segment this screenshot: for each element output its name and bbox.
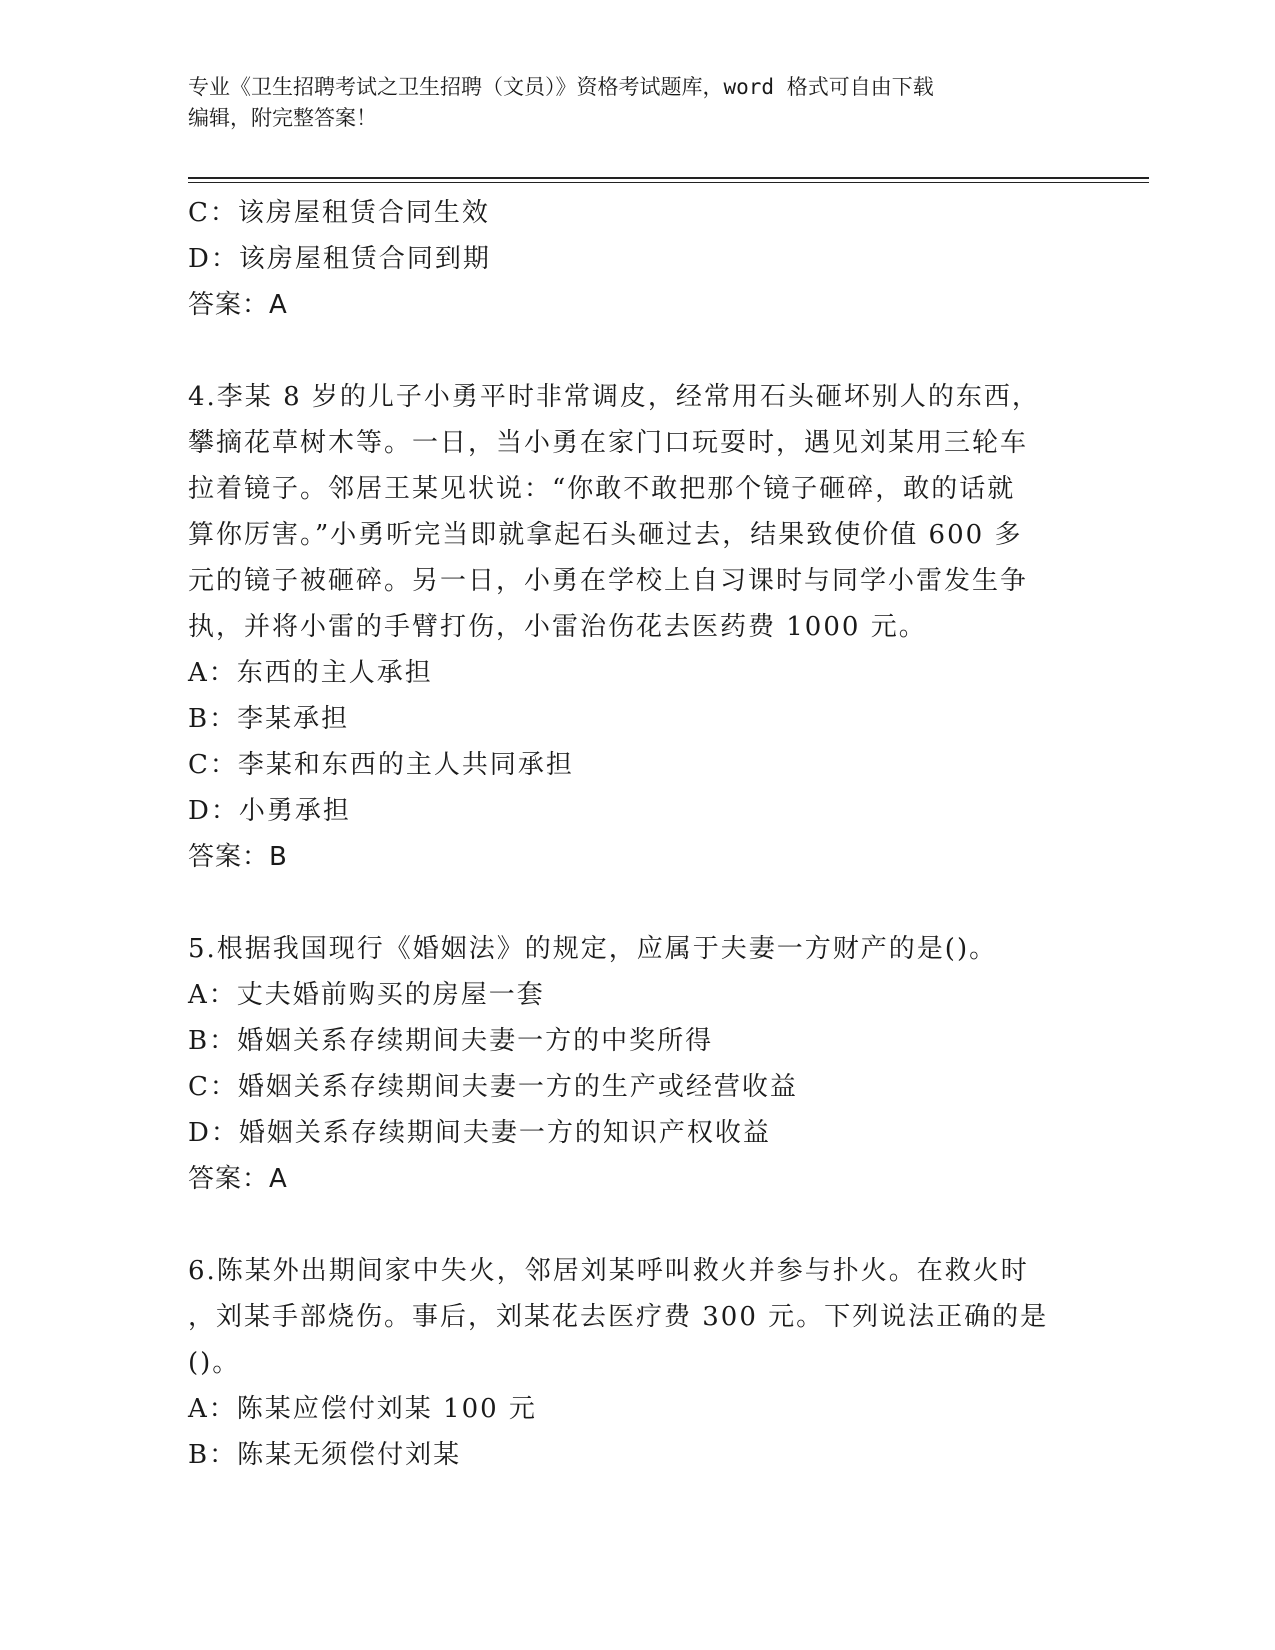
question-text-line: 5.根据我国现行《婚姻法》的规定，应属于夫妻一方财产的是()。: [188, 934, 998, 964]
option-a: A：东西的主人承担: [188, 658, 433, 688]
option-c: C：婚姻关系存续期间夫妻一方的生产或经营收益: [188, 1072, 798, 1102]
page-header: [188, 72, 1088, 134]
header-divider-thick: [188, 177, 1149, 179]
document-body: [188, 190, 1108, 1478]
option-a: A：陈某应偿付刘某 100 元: [188, 1394, 537, 1424]
header-line-1: 专业《卫生招聘考试之卫生招聘（文员）》资格考试题库，word 格式可自由下载: [188, 75, 934, 99]
question-text-line: 算你厉害。”小勇听完当即就拿起石头砸过去，结果致使价值 600 多: [188, 520, 1023, 550]
question-text-line: 6.陈某外出期间家中失火，邻居刘某呼叫救火并参与扑火。在救火时: [188, 1256, 1029, 1286]
spacer: [188, 328, 1108, 374]
option-b: B：婚姻关系存续期间夫妻一方的中奖所得: [188, 1026, 714, 1056]
question-text-line: ()。: [188, 1348, 241, 1378]
option-a: A：丈夫婚前购买的房屋一套: [188, 980, 545, 1010]
header-divider-thin: [188, 182, 1149, 183]
question-5: [188, 926, 1108, 1202]
spacer: [188, 880, 1108, 926]
option-b: B：陈某无须偿付刘某: [188, 1440, 462, 1470]
question-4: [188, 374, 1108, 880]
option-d: D：该房屋租赁合同到期: [188, 244, 491, 274]
question-text-line: 执，并将小雷的手臂打伤，小雷治伤花去医药费 1000 元。: [188, 612, 927, 642]
answer: 答案：A: [188, 290, 288, 320]
option-d: D：小勇承担: [188, 796, 351, 826]
option-c: C：该房屋租赁合同生效: [188, 198, 490, 228]
answer: 答案：A: [188, 1164, 288, 1194]
answer: 答案：B: [188, 842, 288, 872]
question-text-line: 元的镜子被砸碎。另一日，小勇在学校上自习课时与同学小雷发生争: [188, 566, 1029, 596]
question-text-line: 拉着镜子。邻居王某见状说：“你敢不敢把那个镜子砸碎，敢的话就: [188, 474, 1016, 504]
option-c: C：李某和东西的主人共同承担: [188, 750, 574, 780]
question-text-line: 攀摘花草树木等。一日，当小勇在家门口玩耍时，遇见刘某用三轮车: [188, 428, 1029, 458]
question-6: [188, 1248, 1108, 1478]
option-b: B：李某承担: [188, 704, 350, 734]
question-text-line: 4.李某 8 岁的儿子小勇平时非常调皮，经常用石头砸坏别人的东西，: [188, 382, 1040, 412]
question-text-line: ，刘某手部烧伤。事后，刘某花去医疗费 300 元。下列说法正确的是: [188, 1302, 1049, 1332]
spacer: [188, 1202, 1108, 1248]
header-line-2: 编辑，附完整答案！: [188, 106, 377, 130]
question-3: [188, 190, 1108, 328]
option-d: D：婚姻关系存续期间夫妻一方的知识产权收益: [188, 1118, 771, 1148]
